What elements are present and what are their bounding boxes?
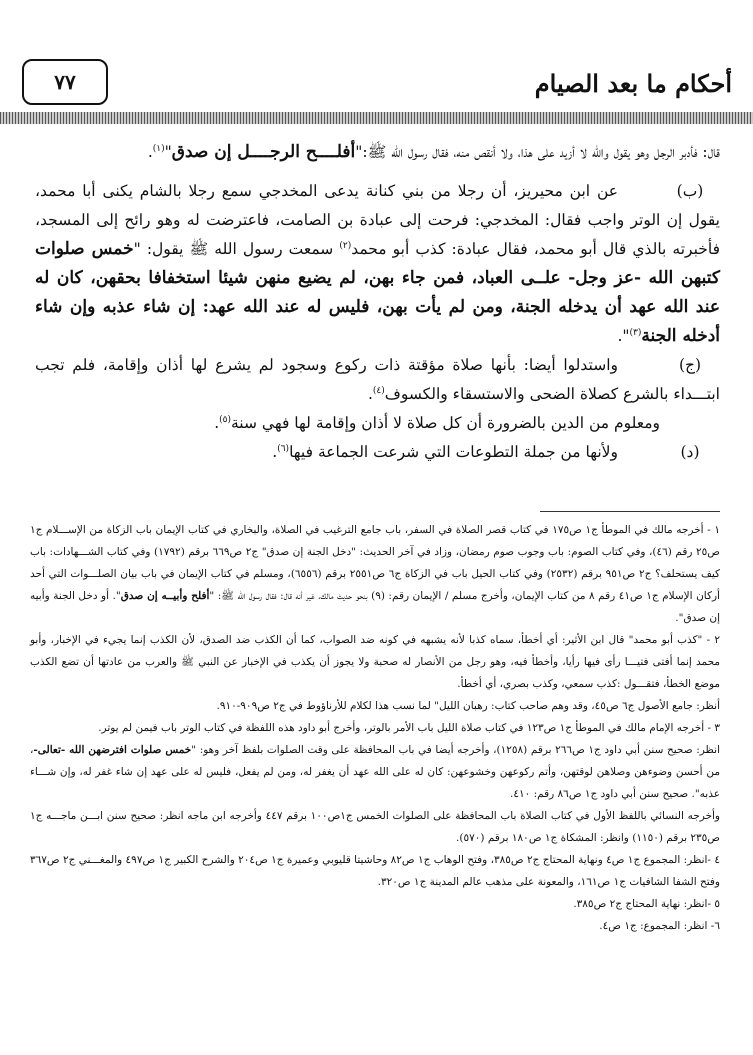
footnote-2-source: أنظر: جامع الأصول ج٦ ص٤٥، وقد وهم صاحب كتاب: رهبان الليل" لما نسب هذا لكلام للأرناؤوط في ج٢ ص٩٠٩-٩١٠. [216, 700, 720, 712]
footnote-4: ٤ -انظر: المجموع ج١ ص٤ ونهاية المحتاج ج٢ ص٣٨٥، وفتح الوهاب ج١ ص٨٢ وحاشيتا قليوبي وعميرة ج١ ص٢٠٤ والشرح الكبير ج١ ص٤٩٧ والمغـــني ج٢ ص٣٦٧ وفتح الشفا الشافيات ج١ ص١٦١، والمعونة على مذهب عالم المدينة ج١ ص٣٢٠. [30, 854, 720, 888]
paragraph-4 [35, 409, 720, 438]
p1-hadith: أفلــــح الرجــــل إن صدق [171, 142, 356, 162]
footnote-ref-4: (٤) [372, 385, 385, 396]
footnote-divider [540, 511, 720, 512]
p2-text: عن ابن محيريز، أن رجلا من بني كنانة يدعى المخدجي سمع رجلا بالشام يكنى أبا محمد، يقول إن الوتر واجب فقال: المخدجي: فرحت إلى عبادة بن الصامت، فاعترضت له وهو رائح إلى المسجد، فأخبرته بالذي قال أبو محمد، فقال عبادة: كذب أبو محمد [35, 182, 720, 258]
paragraph-5 [35, 438, 720, 467]
p4-text: ومعلوم من الدين بالضرورة أن كل صلاة لا أذان وإقامة لها فهي سنة [231, 414, 660, 432]
p1-tail: . [147, 143, 153, 161]
paragraph-3 [35, 351, 720, 409]
p2-text-2: سمعت رسول الله ﷺ يقول: " [133, 240, 340, 258]
p3-text: واستدلوا أيضا: بأنها صلاة مؤقتة ذات ركوع وسجود لم يشرع لها أذان وإقامة، فلم تجب ابتـــداء بالشرع كصلاة الضحى والاستسقاء والكسوف [35, 356, 720, 403]
p1-text: قال: فأدبر الرجل وهو يقول والله لا أزيد على هذا، ولا أنقص منه، فقال رسول الله ﷺ:" [355, 143, 720, 161]
header-rule [0, 112, 753, 124]
footnote-3-text: انظر: صحيح سنن أبي داود ج١ ص٢٦٦ برقم (١٢٥٨)، وأخرجه أيضا في باب المحافظة على وقت الصلوات بلفظ آخر وهو: " [191, 744, 720, 756]
p1-quote-end: " [164, 143, 172, 161]
item-label-d: (د) [680, 443, 700, 461]
p3-end: . [367, 385, 373, 403]
footnote-3-cont [30, 739, 720, 805]
paragraph-2 [35, 177, 720, 351]
item-label-b: (ب) [676, 182, 704, 200]
paragraph-1 [35, 138, 720, 167]
footnote-ref-6: (٦) [277, 443, 290, 454]
item-label-j: (ج) [678, 356, 702, 374]
footnote-1 [30, 519, 720, 629]
footnote-1-bold: أفلح وأبيــه إن صدق [120, 590, 210, 602]
footnote-3: ٣ - أخرجه الإمام مالك في الموطأ ج١ ص١٢٣ في كتاب صلاة الليل باب الأمر بالوتر، وأخرج أبو داود هذه اللفظة في كتاب الوتر باب فيمن لم يوتر. [98, 722, 720, 734]
footnote-1-end: ". أو دخل الجنة وأبيه إن صدق". [30, 590, 720, 624]
page-number-badge: ٧٧ [22, 59, 108, 105]
footnote-6: ٦- انظر: المجموع: ج١ ص٤. [599, 920, 720, 932]
footnote-1-text: ١ - أخرجه مالك في الموطأ ج١ ص١٧٥ في كتاب قصر الصلاة في السفر، باب جامع الترغيب في الصلاة، والبخاري في كتاب الإيمان باب الزكاة من الإســـلام ج١ ص٢٥ رقم (٤٦)، وفي كتاب الصوم: باب وجوب صوم رمضان، وزاد في آخر الحديث: "دخل الجنة إن صدق" ج٢ ص٦٦٩ برقم (١٧٩٢) وفي كتاب الشـــهادات: باب كيف يستحلف؟ ج٢ ص٩٥١ برقم (٢٥٣٢) وفي كتاب الحيل باب في الزكاة ج٦ ص٢٥٥١ برقم (٦٥٥٦)، ومسلم في كتاب الإيمان في باب بيان الصلـــوات التي أحد أركان الإسلام ج١ ص٤١ رقم ٨ من كتاب الإيمان، وأخرج مسلم / الإيمان رقم: (٩) بنحو حديث مالك، غير أنه قال: فقال رسول الله ﷺ: " [30, 524, 720, 602]
footnote-2: ٢ - "كذب أبو محمد" قال ابن الأثير: أي أخطأ، سماه كذبا لأنه يشبهه في كونه ضد الصواب، كما أن الكذب ضد الصدق، لأن الكذب إنما يجيء في الإخبار، وأبو محمد إنما أفتى فتيـــا رأى فيها رأيا، وأخطأ فيه، وهو رجل من الأنصار له صحبة ولا يجوز أن يكذب في الإخبار عن النبي ﷺ والعرب من عادتها أن تضع الكذب موضع الخطأ، فتقـــول :كذب سمعي، وكذب بصري، أي أخطأ. [30, 634, 720, 690]
footnotes [30, 519, 720, 937]
footnote-ref-5: (٥) [219, 414, 231, 425]
p5-end: . [272, 443, 278, 461]
footnote-ref-3: (٣) [629, 327, 642, 338]
book-title: أحكام ما بعد الصيام [534, 69, 732, 98]
page-header [18, 55, 740, 113]
footnote-ref-1: (١) [152, 143, 165, 154]
footnote-5: ٥ -انظر: نهاية المحتاج ج٢ ص٣٨٥. [573, 898, 720, 910]
footnote-ref-2: (٢) [339, 240, 352, 251]
main-text [35, 138, 720, 467]
p4-end: . [214, 414, 220, 432]
footnote-3-nasai: وأخرجه النسائي باللفظ الأول في كتاب الصلاة باب المحافظة على الصلوات الخمس ج١ص١٠٠ برقم ٤٤٧ وأخرجه ابن ماجه انظر: صحيح سنن ابـــن ماجـــه ج١ ص٢٣٥ برقم (١١٥٠) وانظر: المشكاة ج١ ص١٨٠ برقم (٥٧٠). [30, 810, 720, 844]
footnote-3-end: ، من أحسن وضوءهن وصلاهن لوقتهن، وأتم ركوعهن وخشوعهن: كان له على الله عهد أن يغفر له، ومن لم يفعل، فليس له على عهد إن شاء غفر له، وإن شـــاء عذبه". صحيح سنن أبي داود ج١ ص٨٦ رقم: ٤١٠. [30, 744, 720, 800]
p2-quote-end: ". [617, 327, 630, 345]
p2-hadith: خمس صلوات كتبهن الله -عز وجل- علــى العباد، فمن جاء بهن، لم يضيع منهن شيئا استخفافا بحقهن، كان له عند الله عهد أن يدخله الجنة، ومن لم يأت بهن، فليس له عند الله عهد: إن شاء عذبه وإن شاء أدخله الجنة [35, 239, 720, 346]
p5-text: ولأنها من جملة التطوعات التي شرعت الجماعة فيها [289, 443, 618, 461]
footnote-3-bold: خمس صلوات افترضهن الله -تعالى- [33, 744, 192, 756]
